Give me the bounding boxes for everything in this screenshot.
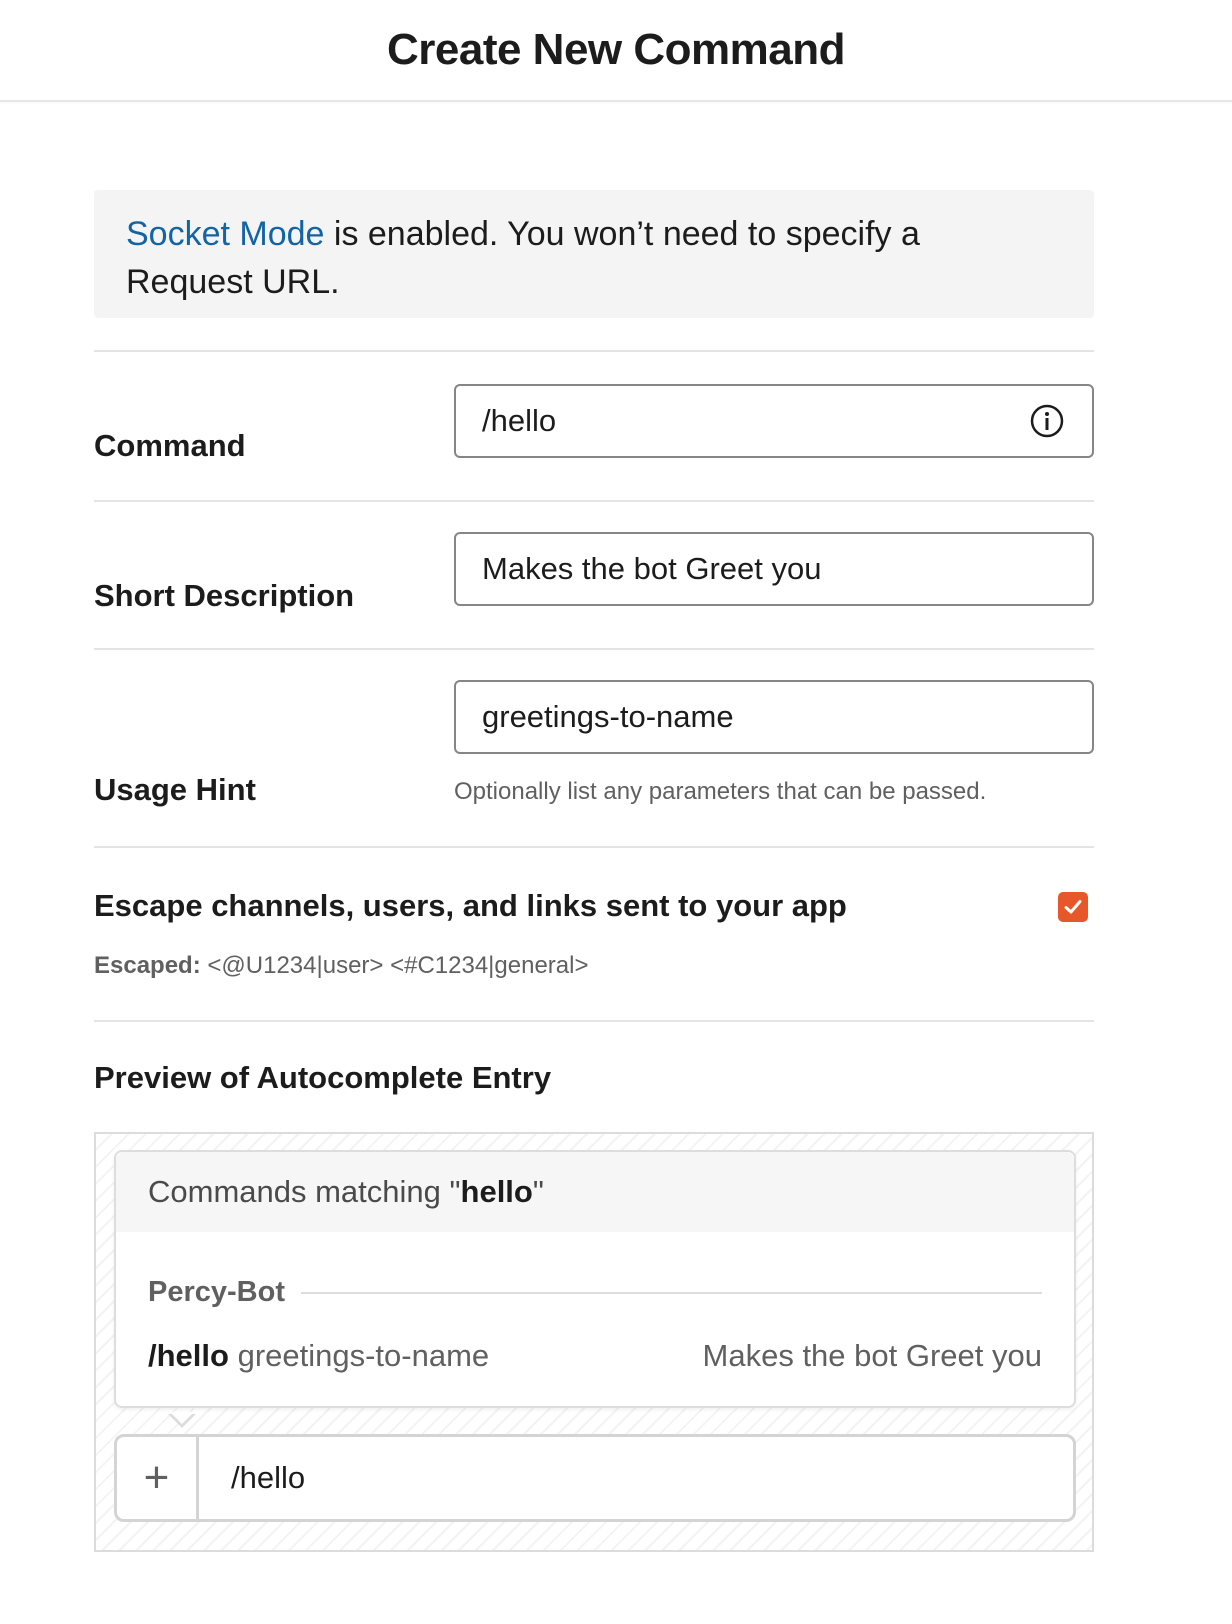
main-content <box>94 190 1094 1542</box>
check-icon <box>1062 896 1084 918</box>
popup-tail <box>168 1414 196 1428</box>
short-description-label: Short Description <box>94 578 355 613</box>
autocomplete-command-name: /hello <box>148 1338 229 1373</box>
app-name: Percy-Bot <box>148 1276 285 1308</box>
notice-text-1: is enabled. You won’t need to specify a <box>324 215 920 253</box>
escape-title: Escape channels, users, and links sent to your app <box>94 888 847 923</box>
page-header <box>0 0 1232 102</box>
socket-mode-notice <box>94 190 1094 318</box>
short-description-row <box>94 502 1094 648</box>
autocomplete-popup <box>114 1150 1076 1408</box>
autocomplete-item[interactable] <box>148 1338 1042 1374</box>
preview-title: Preview of Autocomplete Entry <box>94 1060 552 1095</box>
autocomplete-command-desc: Makes the bot Greet you <box>702 1338 1042 1373</box>
command-input-value: /hello <box>482 403 557 438</box>
app-divider <box>301 1292 1042 1294</box>
app-group-header <box>148 1276 1042 1309</box>
usage-hint-helper: Optionally list any parameters that can be passed. <box>454 778 987 805</box>
escaped-label: Escaped: <box>94 952 201 979</box>
short-description-input[interactable] <box>454 532 1094 606</box>
escaped-example: <@U1234|user> <#C1234|general> <box>207 952 589 979</box>
popup-header <box>116 1152 1074 1232</box>
escape-checkbox[interactable] <box>1058 892 1088 922</box>
command-input[interactable] <box>454 384 1094 458</box>
matching-term: hello <box>460 1174 533 1209</box>
matching-suffix: " <box>532 1174 544 1209</box>
command-label: Command <box>94 428 246 463</box>
escaped-example-line <box>94 952 589 980</box>
info-icon[interactable] <box>1028 402 1066 440</box>
usage-hint-value: greetings-to-name <box>482 699 734 734</box>
autocomplete-preview <box>94 1132 1094 1552</box>
usage-hint-row <box>94 650 1094 846</box>
usage-hint-input[interactable] <box>454 680 1094 754</box>
composer-text: /hello <box>231 1460 306 1495</box>
matching-prefix: Commands matching " <box>148 1174 461 1209</box>
plus-button[interactable]: + <box>117 1437 199 1519</box>
socket-mode-link[interactable]: Socket Mode <box>126 215 325 253</box>
command-row <box>94 352 1094 500</box>
notice-text-2: Request URL. <box>126 263 340 301</box>
autocomplete-command <box>148 1338 489 1374</box>
autocomplete-command-arg: greetings-to-name <box>237 1338 490 1373</box>
preview-section <box>94 1022 1094 1542</box>
short-description-value: Makes the bot Greet you <box>482 551 822 586</box>
page-title: Create New Command <box>386 25 845 74</box>
usage-hint-label: Usage Hint <box>94 772 256 807</box>
escape-row <box>94 848 1094 1020</box>
message-composer[interactable] <box>114 1434 1076 1522</box>
